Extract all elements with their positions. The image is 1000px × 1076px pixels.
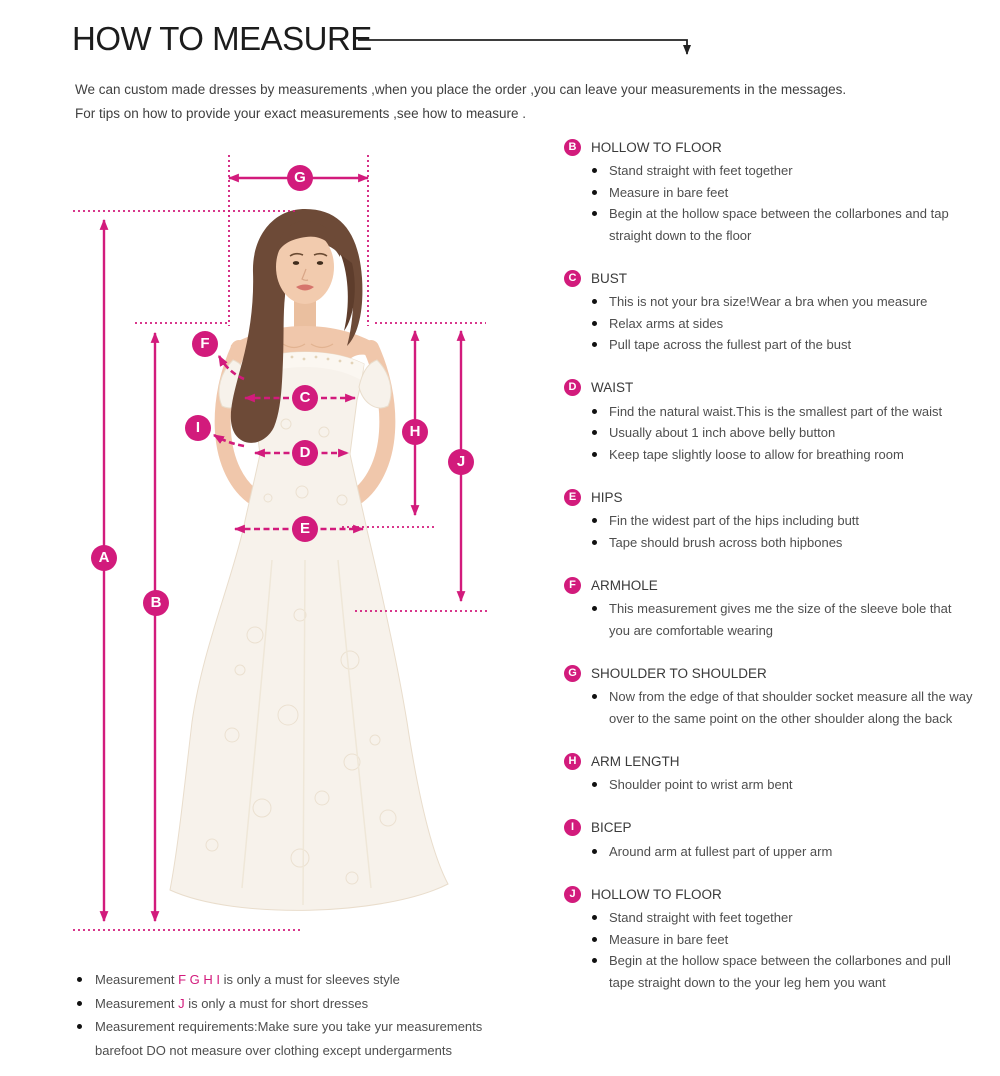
instruction-bullet: Around arm at fullest part of upper arm [590, 841, 974, 863]
section-bust [564, 267, 974, 356]
intro-line-2: For tips on how to provide your exact measurements ,see how to measure . [75, 106, 526, 121]
figure-badge-h: H [402, 419, 428, 445]
instruction-bullet: Keep tape slightly loose to allow for breathing room [590, 444, 974, 466]
letter-badge: G [564, 665, 581, 682]
instruction-bullet: Usually about 1 inch above belly button [590, 422, 974, 444]
section-title: WAIST [591, 380, 634, 395]
note-accent-letters: F G H I [178, 972, 220, 987]
instruction-bullet: Begin at the hollow space between the collarbones and pull tape straight down to the your leg hem you want [590, 950, 974, 993]
note-sleeves-style [77, 968, 485, 992]
section-bicep [564, 817, 974, 863]
letter-badge: J [564, 886, 581, 903]
instruction-bullet: Shoulder point to wrist arm bent [590, 774, 974, 796]
instruction-bullet: Now from the edge of that shoulder socket measure all the way over to the same point on the other shoulder along the back [590, 686, 974, 729]
letter-badge: F [564, 577, 581, 594]
figure-badge-a: A [91, 545, 117, 571]
section-armhole [564, 574, 974, 641]
letter-badge: B [564, 139, 581, 156]
figure-badge-f: F [192, 331, 218, 357]
figure-badge-c: C [292, 385, 318, 411]
note-requirements [77, 1015, 485, 1062]
model-illustration [170, 209, 448, 910]
note-text: Measurement [95, 972, 179, 987]
note-text: Measurement [95, 995, 179, 1011]
letter-badge: C [564, 270, 581, 287]
instruction-bullet: Stand straight with feet together [590, 160, 974, 182]
title-arrow [358, 40, 687, 54]
instruction-bullet: Relax arms at sides [590, 313, 974, 335]
section-title: HIPS [591, 489, 623, 505]
note-text: Measurement requirements:Make sure you take yur measurements barefoot DO not measure over clothing except undergarments [95, 1019, 483, 1058]
instruction-bullet: Measure in bare feet [590, 182, 974, 204]
instruction-bullet: Fin the widest part of the hips including butt [590, 510, 974, 532]
instruction-bullet: This measurement gives me the size of the sleeve bole that you are comfortable wearing [590, 598, 974, 641]
section-waist [564, 377, 974, 466]
figure-badge-e: E [292, 516, 318, 542]
measurement-notes [77, 968, 485, 1062]
note-accent-letters: J [178, 995, 185, 1011]
instruction-bullet: Begin at the hollow space between the collarbones and tap straight down to the floor [590, 203, 974, 246]
instruction-bullet: Tape should brush across both hipbones [590, 532, 974, 554]
section-title: HOLLOW TO FLOOR [591, 139, 722, 155]
intro-line-1: We can custom made dresses by measurements ,when you place the order ,you can leave your measurements in the messages. [75, 82, 847, 97]
section-hollow-to-floor-j [564, 883, 974, 993]
section-hollow-to-floor-b [564, 136, 974, 246]
letter-badge: E [564, 489, 581, 506]
instruction-bullet: Measure in bare feet [590, 929, 974, 951]
section-title: BICEP [591, 820, 632, 835]
section-hips [564, 486, 974, 553]
section-title: SHOULDER TO SHOULDER [591, 665, 767, 681]
section-title: HOLLOW TO FLOOR [591, 886, 722, 902]
section-title: ARMHOLE [591, 577, 658, 593]
note-short-dresses [77, 992, 485, 1016]
note-text: is only a must for short dresses [184, 995, 369, 1011]
figure-badge-d: D [292, 440, 318, 466]
instruction-bullet: Find the natural waist.This is the smallest part of the waist [590, 401, 974, 423]
section-shoulder-to-shoulder [564, 662, 974, 729]
figure-badge-b: B [143, 590, 169, 616]
letter-badge: H [564, 753, 581, 770]
page-title: HOW TO MEASURE [72, 20, 372, 57]
section-title: BUST [591, 270, 628, 286]
figure-badge-j: J [448, 449, 474, 475]
instruction-bullet: Pull tape across the fullest part of the bust [590, 334, 974, 356]
letter-badge: I [564, 819, 581, 836]
figure-badge-g: G [287, 165, 313, 191]
figure-badge-i: I [185, 415, 211, 441]
section-arm-length [564, 750, 974, 796]
section-title: ARM LENGTH [591, 753, 680, 769]
measurement-descriptions [564, 136, 974, 1014]
letter-badge: D [564, 379, 581, 396]
note-text: is only a must for sleeves style [219, 972, 400, 987]
instruction-bullet: This is not your bra size!Wear a bra when you measure [590, 291, 974, 313]
instruction-bullet: Stand straight with feet together [590, 907, 974, 929]
